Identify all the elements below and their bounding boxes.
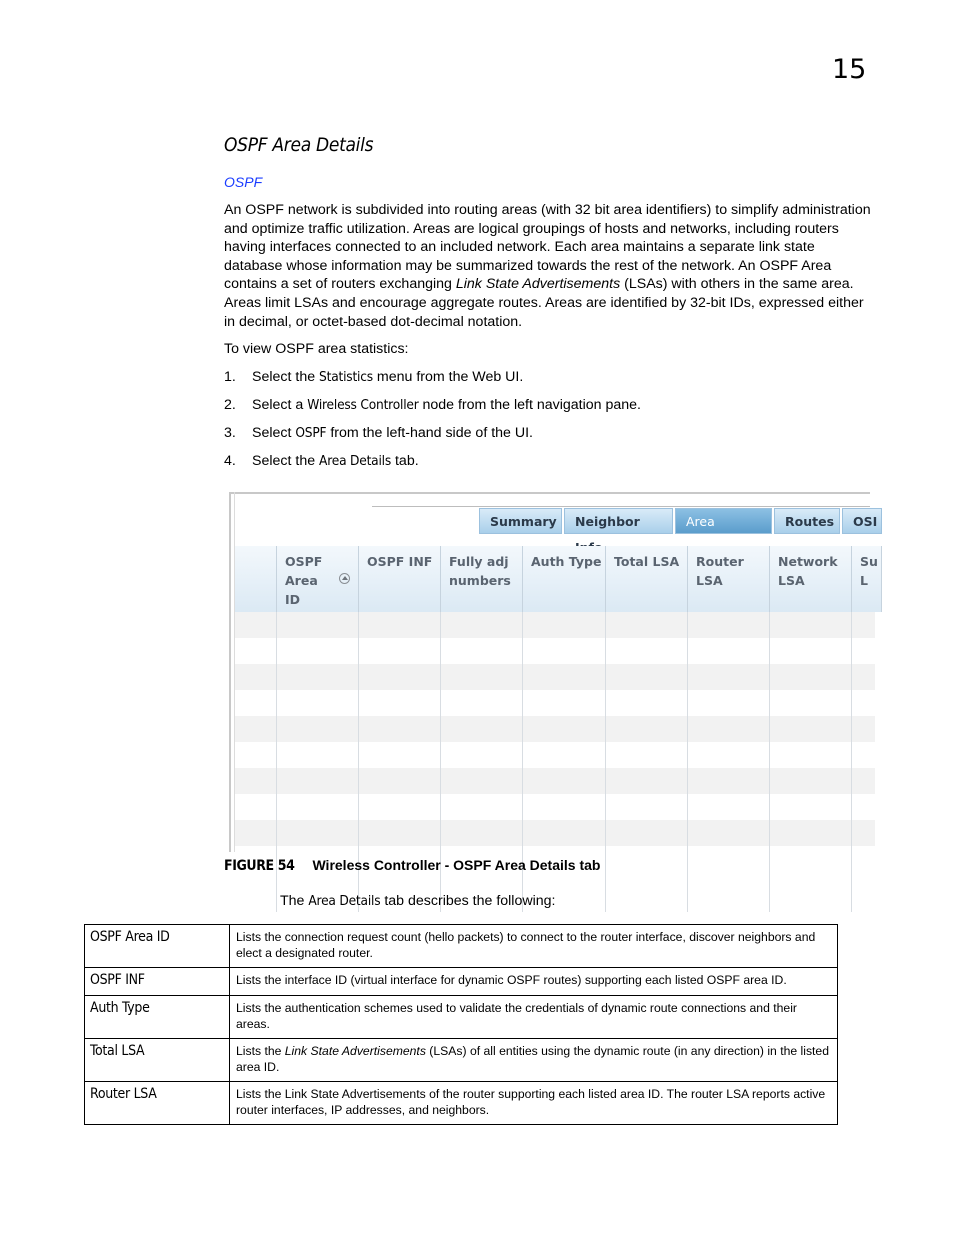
table-intro [280, 893, 555, 909]
column-divider [605, 612, 606, 912]
column-header-label: L [860, 573, 868, 588]
definition-term: OSPF Area ID [85, 925, 230, 968]
column-header-auth-type[interactable] [523, 546, 606, 612]
step-number: 2. [224, 397, 236, 413]
column-header-ospf-area-id[interactable] [277, 546, 359, 612]
column-header-label: Su [860, 554, 878, 569]
definition-term: Router LSA [85, 1082, 230, 1125]
frame-border [229, 492, 231, 852]
table-row [85, 925, 838, 968]
paragraph-emphasis: Link State Advertisements [455, 276, 621, 293]
column-header-network-lsa[interactable] [770, 546, 852, 612]
table-row[interactable] [235, 716, 875, 742]
table-row [85, 968, 838, 996]
column-header-selector [235, 546, 277, 612]
column-header-label: ID [285, 592, 301, 607]
column-header-label: Router [696, 554, 744, 569]
table-row[interactable] [235, 690, 875, 716]
table-row[interactable] [235, 612, 875, 638]
column-header-ospf-inf[interactable] [359, 546, 441, 612]
column-divider [851, 612, 852, 912]
column-header-router-lsa[interactable] [688, 546, 770, 612]
tab-area-details[interactable]: Area [675, 508, 772, 534]
step-text: Select [252, 425, 296, 441]
table-row [85, 1082, 838, 1125]
tab-osi[interactable]: OSI [842, 508, 882, 534]
figure-caption-text: Wireless Controller - OSPF Area Details tab [312, 857, 601, 873]
paragraph-text: An OSPF network is subdivided into routing areas (with 32 bit area identifiers) to simplify administration and optimize traffic utilization. Areas are logical groupings of hosts and networks, including routers having interfaces connected to an included network. Each area maintains a separate link state database whose information may be summarized towards the rest of the network. An OSPF Area contains a set of routers exchanging [224, 202, 871, 293]
definition-text: Lists the connection request count (hello packets) to connect to the router interface, discover neighbors and elect a designated router. [230, 925, 838, 968]
step-text: tab. [391, 453, 419, 469]
step-number: 1. [224, 369, 236, 385]
ospf-link[interactable]: OSPF [224, 174, 263, 190]
paragraph-text: (LSAs) with others in the same area. Areas limit LSAs and encourage aggregate routes. Areas are identified by 32-bit IDs, expressed either in decimal, or octet-based dot-decimal notation. [224, 276, 864, 330]
step-text: node from the left navigation pane. [418, 397, 641, 413]
table-row[interactable] [235, 820, 875, 846]
table-row[interactable] [235, 742, 875, 768]
table-intro-text: The [280, 893, 309, 909]
definition-term: Auth Type [85, 996, 230, 1039]
step-item [224, 453, 641, 481]
table-row[interactable] [235, 638, 875, 664]
definition-text: Lists the authentication schemes used to validate the credentials of dynamic route connections and their areas. [230, 996, 838, 1039]
step-item [224, 397, 641, 425]
definition-term: Total LSA [85, 1039, 230, 1082]
tab-bar [479, 508, 884, 534]
definition-text-part: (LSAs) of all entities using the dynamic route (in any direction) in the listed area ID. [236, 1044, 829, 1074]
step-text: menu from the Web UI. [372, 369, 524, 385]
step-text: Select the [252, 453, 320, 469]
step-ui-term: Wireless Controller [307, 397, 419, 413]
step-number: 3. [224, 425, 236, 441]
column-header-label: LSA [696, 573, 723, 588]
column-header-label: Auth Type [531, 554, 602, 569]
step-text: from the left-hand side of the UI. [326, 425, 534, 441]
column-divider [769, 612, 770, 912]
sort-ascending-icon[interactable] [339, 573, 350, 584]
definition-text [230, 1039, 838, 1082]
step-ui-term: OSPF [295, 425, 327, 441]
table-intro-text: tab describes the following: [380, 893, 556, 909]
figure-label: FIGURE 54 [224, 858, 295, 874]
tab-routes[interactable]: Routes [774, 508, 840, 534]
definition-text-part: Lists the [236, 1044, 285, 1058]
column-header-label: Network [778, 554, 838, 569]
tab-neighbor-info[interactable]: Neighbor [564, 508, 673, 534]
definition-text: Lists the Link State Advertisements of the router supporting each listed area ID. The router LSA reports active router interfaces, IP addresses, and neighbors. [230, 1082, 838, 1125]
tab-summary[interactable]: Summary [479, 508, 562, 534]
column-header-label: Fully adj [449, 554, 509, 569]
steps-list [224, 369, 641, 481]
definitions-table [84, 924, 838, 1125]
column-divider [687, 612, 688, 912]
step-text: Select the [252, 369, 320, 385]
area-details-screenshot [229, 492, 878, 852]
step-item [224, 369, 641, 397]
step-item [224, 425, 641, 453]
table-row[interactable] [235, 768, 875, 794]
frame-border [229, 492, 870, 494]
column-header-total-lsa[interactable] [606, 546, 688, 612]
step-number: 4. [224, 453, 236, 469]
tab-bar-line [372, 506, 870, 507]
definition-emphasis: Link State Advertisements [284, 1044, 426, 1058]
table-row[interactable] [235, 794, 875, 820]
step-text: Select a [252, 397, 308, 413]
step-ui-term: Statistics [319, 369, 373, 385]
column-header-summary-lsa[interactable] [852, 546, 882, 612]
step-ui-term: Area Details [319, 453, 392, 469]
section-title: OSPF Area Details [224, 134, 374, 156]
column-header-label: LSA [778, 573, 805, 588]
steps-intro: To view OSPF area statistics: [224, 341, 409, 357]
intro-paragraph [224, 201, 872, 331]
column-header-label: OSPF INF [367, 554, 433, 569]
table-row [85, 1039, 838, 1082]
definition-text: Lists the interface ID (virtual interface for dynamic OSPF routes) supporting each listed OSPF area ID. [230, 968, 838, 996]
column-header-label: OSPF Area [285, 554, 323, 588]
definition-term: OSPF INF [85, 968, 230, 996]
table-intro-ui-term: Area Details [308, 893, 381, 909]
column-header-label: numbers [449, 573, 511, 588]
column-header-fully-adj-numbers[interactable] [441, 546, 523, 612]
table-row[interactable] [235, 664, 875, 690]
table-row [85, 996, 838, 1039]
chapter-number: 15 [832, 54, 867, 85]
column-header-label: Total LSA [614, 554, 680, 569]
figure-caption [224, 857, 600, 874]
